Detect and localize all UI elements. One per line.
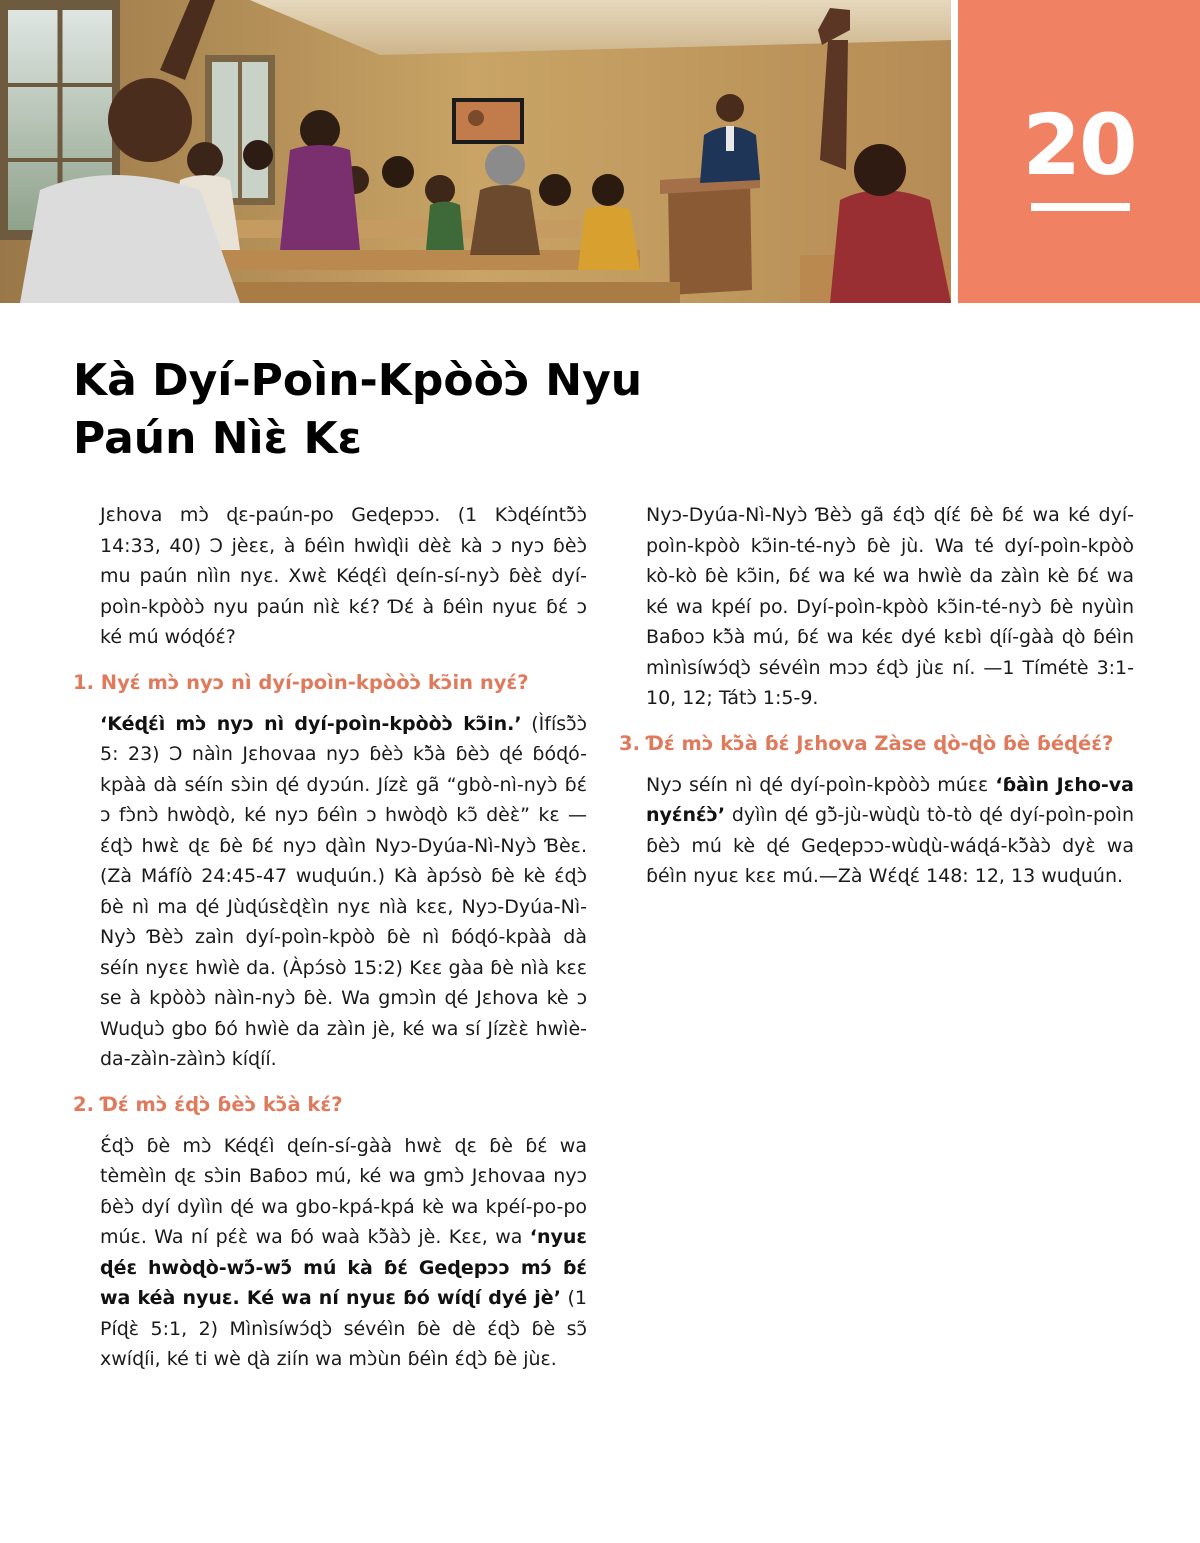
section-3-paragraph	[619, 770, 1134, 892]
lesson-number-box	[958, 0, 1200, 303]
section-2-text: Ɛ́ɖɔ̀ ɓè mɔ̀ Kéɖɛ́ì ɖeín-sí-gàà hwɛ̀ ɖɛ ɓè ɓɛ́ wa tèmèìn ɖɛ sɔ̀in Baɓoɔ mú, ké wa gmɔ̀ Jɛhovaa nyɔ ɓèɔ̀ dyí dyììn ɖé wa gbo-kpá-kpá kè wa kpéí-po-po múɛ. Wa ní pɛ́ɛ̀ wa ɓó waà kɔ̃̀àɔ̀ jè. Kɛɛ, wa	[100, 1134, 587, 1248]
section-1-paragraph	[73, 709, 587, 1075]
section-2-text-after: (1 Píɖɛ̀ 5:1, 2) Mìnìsíwɔ́ɖɔ̀ sévéìn ɓè dè ɛ́ɖɔ̀ ɓè sɔ̃ xwíɖíi, ké ti wè ɖà ziín wa mɔ̀ùn ɓéìn ɛ́ɖɔ̀ ɓè jùɛ.	[100, 1287, 587, 1370]
section-1-bold-lead: ‘Kéɖɛ́ì mɔ̀ nyɔ nì dyí-poìn-kpòòɔ̀ kɔ̃in.’	[100, 712, 522, 735]
section-3-bold-quote: ‘ɓàìn Jɛho-va nyɛ́nɛ́ɔ̀’	[646, 773, 1134, 826]
section-3-heading: 3. Ɗɛ́ mɔ̀ kɔ̃̀à ɓɛ́ Jɛhova Zàse ɖò-ɖò ɓè ɓéɖéɛ́?	[619, 731, 1114, 755]
left-column	[73, 500, 587, 1387]
page-title	[73, 352, 773, 468]
header-photo	[0, 0, 951, 303]
section-2-paragraph	[73, 1131, 587, 1375]
lesson-number-underline	[1031, 203, 1130, 211]
section-2-paragraph-2: Nyɔ-Dyúa-Nì-Nyɔ̀ Ɓèɔ̀ gã ɛ́ɖɔ̀ ɖíɛ́ ɓè ɓɛ́ wa ké dyí-poìn-kpòò kɔ̃in-té-nyɔ̀ ɓè jù. Wa té dyí-poìn-kpòò kò-kò ɓè kɔ̃in, ɓɛ́ wa ké wa hwìè da zàìn kè ɓɛ́ wa ké wa kpéí po. Dyí-poìn-kpòò kɔ̃in-té-nyɔ̀ ɓè nyùìn Baɓoɔ kɔ̃̀à mú, ɓɛ́ wa kéɛ dyé kɛbì ɖíí-gàà ɖò ɓéìn mìnìsíwɔ́ɖɔ̀ sévéìn mɔɔ ɛ́ɖɔ̀ jùɛ ní. —1 Tímétè 3:1-10, 12; Tátɔ̀ 1:5-9.	[646, 504, 1134, 709]
section-1-heading: 1. Nyɛ́ mɔ̀ nyɔ nì dyí-poìn-kpòòɔ̀ kɔ̃in nyɛ́?	[73, 670, 529, 694]
lesson-number: 20	[1022, 96, 1136, 194]
intro-paragraph: Jɛhova mɔ̀ ɖɛ-paún-po Geɖepɔɔ. (1 Kɔ̀ɖéíntɔ̃̀ɔ̀ 14:33, 40) Ɔ jèɛɛ, à ɓéìn hwìɖìi dèɛ̀ kà ɔ nyɔ ɓèɔ̀ mu paún nììn nyɛ. Xwɛ̀ Kéɖɛ́ì ɖeín-sí-nyɔ̀ ɓèɛ̀ dyí-poìn-kpòòɔ̀ nyu paún nìɛ̀ kɛ́? Ɗɛ́ à ɓéìn nyuɛ ɓɛ́ ɔ ké mú wóɖóɛ́?	[100, 504, 587, 648]
congregation-meeting-illustration	[0, 0, 951, 303]
section-3-text-before: Nyɔ séín nì ɖé dyí-poìn-kpòòɔ̀ múɛɛ	[646, 773, 996, 796]
section-3-text-after: dyììn ɖé gɔ̃̀-jù-wùɖù tò-tò ɖé dyí-poìn-poìn ɓèɔ̀ mú kè ɖé Geɖepɔɔ-wùɖù-wáɖá-kɔ̃̀àɔ̀ dyɛ̀ wa ɓéìn nyuɛ kɛɛ mú.—Zà Wɛ́ɖɛ́ 148: 12, 13 wuɖuún.	[646, 804, 1134, 887]
page-title-line-2: Paún Nìɛ̀ Kɛ	[73, 413, 363, 464]
right-column	[619, 500, 1134, 904]
section-2-heading: 2. Ɗɛ́ mɔ̀ ɛ́ɖɔ̀ ɓèɔ̀ kɔ̃̀à kɛ́?	[73, 1092, 343, 1116]
page-title-line-1: Kà Dyí-Poìn-Kpòòɔ̀ Nyu	[73, 355, 643, 406]
section-1-text: (Ìfísɔ̃̀ɔ̀ 5: 23) Ɔ nàìn Jɛhovaa nyɔ ɓèɔ̀ kɔ̃̀à ɓèɔ̀ ɖé ɓóɖó-kpàà dà séín sɔ̀in ɖé dyɔún. Jízɛ̀ gã “gbò-nì-nyɔ̀ ɓɛ́ ɔ fɔ̀nɔ̀ hwòɖò, ké nyɔ ɓéìn ɔ hwòɖò kɔ̃ dèɛ̀” kɛ —ɛ́ɖɔ̀ hwɛ̀ ɖɛ ɓè ɓɛ́ nyɔ ɖàìn Nyɔ-Dyúa-Nì-Nyɔ̀ Ɓèɛ. (Zà Máfíò 24:45-47 wuɖuún.) Kà àpɔ́sò ɓè kè ɛ́ɖɔ̀ ɓè nì ma ɖé Jùɖúsɛ̀ɖɛ̀ìn nyɛ nìà kɛɛ, Nyɔ-Dyúa-Nì-Nyɔ̀ Ɓèɔ̀ zaìn dyí-poìn-kpòò ɓè nì ɓóɖó-kpàà dà séín nyɛɛ hwìè da. (Àpɔ́sò 15:2) Kɛɛ gàa ɓè nìà kɛɛ se à kpòòɔ̀ nàìn-nyɔ̀ ɓè. Wa gmɔìn ɖé Jɛhova kè ɔ Wuɖuɔ̀ gbo ɓó hwìè da zàìn jè, ké wa sí Jízɛ̀ɛ̀ hwìè-da-zàìn-zàìnɔ̀ kíɖíí.	[100, 712, 587, 1070]
section-2-bold-quote: ‘nyuɛ ɖéɛ hwòɖò-wɔ̃́-wɔ̃́ mú kà ɓɛ́ Geɖepɔɔ mɔ́ ɓɛ́ wa kéà nyuɛ. Ké wa ní nyuɛ ɓó wíɖí dyé jè’	[100, 1226, 587, 1309]
